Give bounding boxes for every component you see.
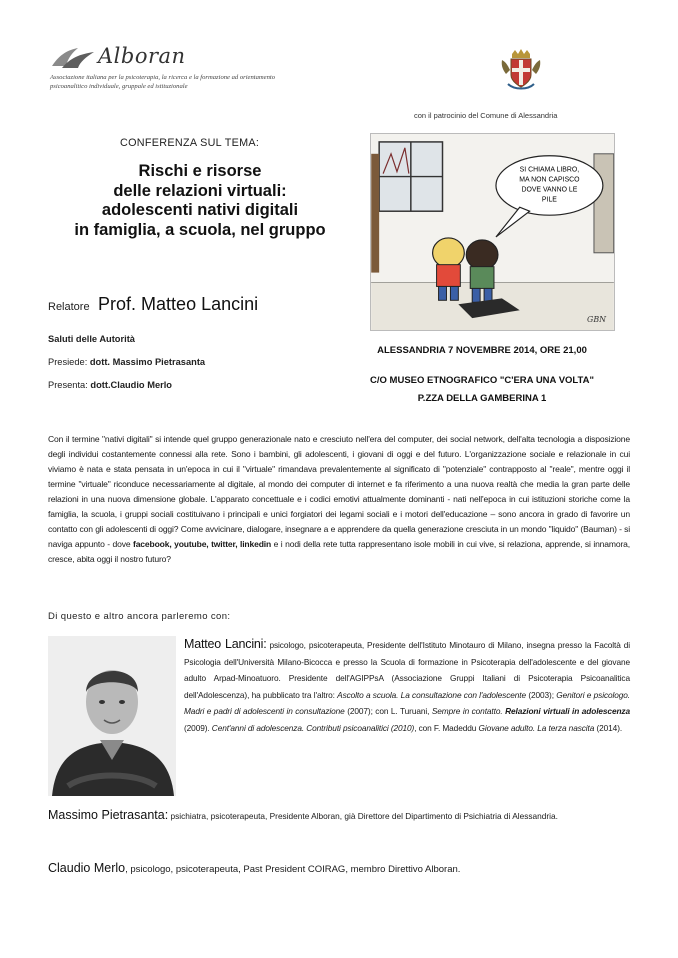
bio-text: (2007); con L. Turuani, (344, 706, 432, 716)
section-lead: Di questo e altro ancora parleremo con: (48, 611, 231, 622)
bio-text: , con F. Madeddu (414, 722, 479, 733)
alboran-logo-icon (48, 44, 98, 72)
bio-text: (2014). (594, 722, 623, 733)
bio-text: psichiatra, psicoterapeuta, Presidente Alboran, già Direttore del Dipartimento di Psichiatria di Alessandria. (168, 811, 558, 821)
bio-text: (2009). (184, 722, 212, 733)
bio-pietrasanta (48, 806, 630, 826)
bio-title: Sempre in contatto. (431, 706, 503, 716)
bio-title: Ascolto a scuola. La consultazione con l'adolescente (337, 689, 527, 700)
coat-of-arms-icon (498, 48, 544, 92)
bio-text: (2003); (526, 689, 557, 700)
logo-tagline: Associazione italiana per la psicoterapia, la ricerca e la formazione ad orientamento psicoanalitico individuale, gruppale ed istituzionale (50, 74, 276, 90)
chair-line (48, 357, 205, 367)
event-title (40, 162, 360, 240)
title-line: adolescenti nativi digitali (101, 201, 299, 219)
title-line: delle relazioni virtuali: (113, 181, 287, 200)
presenter-name: dott.Claudio Merlo (90, 380, 172, 390)
bio-name: Claudio Merlo (48, 861, 126, 875)
event-date: ALESSANDRIA 7 NOVEMBRE 2014, ORE 21,00 (377, 345, 587, 356)
bio-text: psicologo, psicoterapeuta, Presidente dell'Istituto Minotauro di Milano, insegna presso la Facoltà di Psicologia dell'Università Milano-Bicocca e presso la Scuola di formazione in Psicoterapia dell'adolescente e del giovane adulto Arpad-Minoatuoro. Presidente dell'AGIPPsA (Associazione Gruppi Italiani di Psicoterapia Psicoanalitica dell'Adolescenza), ha pubblicato tra l'altro: (184, 640, 630, 700)
intro-text: e i nodi della rete tutta rappresentano isole mobili in cui vive, si relaziona, apprende, si innamora, cresce, abita oggi il nostro futuro? (48, 539, 630, 565)
speaker-line (48, 294, 258, 315)
bio-title: Cent'anni di adolescenza. Contributi psicoanalitici (2010) (211, 722, 415, 733)
title-line: in famiglia, a scuola, nel gruppo (74, 220, 326, 239)
speech-line: MA NON CAPISCO (519, 176, 580, 184)
conference-label: CONFERENZA SUL TEMA: (120, 137, 260, 149)
presenter-line (48, 380, 172, 390)
bio-name: Matteo Lancini: (184, 637, 267, 651)
speech-line: SI CHIAMA LIBRO, (519, 166, 580, 174)
chair-label: Presiede: (48, 357, 88, 367)
event-venue: C/O MUSEO ETNOGRAFICO "C'ERA UNA VOLTA" (370, 375, 594, 386)
bio-title: Relazioni virtuali in adolescenza (505, 706, 630, 716)
speech-line: PILE (541, 196, 557, 204)
presenter-label: Presenta: (48, 380, 88, 390)
bio-title: Genitori e psicologo. Madri e padri di adolescenti in consultazione (184, 689, 630, 716)
greetings: Saluti delle Autorità (48, 334, 135, 344)
intro-text: Con il termine "nativi digitali" si intende quel gruppo generazionale nato e cresciuto nell'era del computer, dei social network, dell'alta tecnologia a disposizione degli individui costantemente connessi alla rete. Sono i bambini, gli adolescenti, i giovani di oggi e del futuro. L'organizzazione sociale e relazionale in cui viviamo è nata e stata pensata in un'epoca in cui il "virtuale" rimandava prevalentemente al significato di "potenziale" contrapposto al "reale", mentre oggi il termine "virtuale" riconduce necessariamente al digitale, al mondo dei computer di internet e fa riferimento a una nuova realtà che media la gran parte delle relazioni in una nuova dimensione globale. L'apparato concettuale e i codici emotivi attualmente dominanti - nati nell'epoca in cui istituzioni storiche come la famiglia, la scuola, i gruppi sociali costituivano i principali e unici forgiatori dei legami sociali e i motori dell'educazione – sono ancora in grado di favorire un contatto con gli adolescenti di oggi? Come avvicinare, dialogare, insegnare a e apprendere da quella generazione cresciuta in un mondo "liquido" (Bauman) - si naviga appunto - dove (48, 434, 630, 550)
speaker-label: Relatore (48, 301, 90, 313)
event-address: P.ZZA DELLA GAMBERINA 1 (417, 393, 547, 404)
speaker-name: Prof. Matteo Lancini (98, 294, 259, 314)
speech-line: DOVE VANNO LE (521, 186, 578, 194)
speaker-photo (48, 636, 176, 796)
title-line: Rischi e risorse (138, 162, 262, 180)
intro-paragraph (48, 432, 630, 567)
bio-name: Massimo Pietrasanta: (48, 808, 169, 822)
patronage-text: con il patrocinio del Comune di Alessandria (414, 111, 558, 120)
cartoon-signature: GBN (587, 315, 607, 325)
cartoon-illustration (370, 133, 615, 331)
logo-name: Alboran (98, 44, 186, 68)
bio-merlo (48, 861, 638, 875)
bio-lancini (184, 636, 630, 736)
chair-name: dott. Massimo Pietrasanta (89, 357, 206, 367)
social-networks: facebook, youtube, twitter, linkedin (133, 539, 272, 550)
bio-title: Giovane adulto. La terza nascita (478, 722, 595, 733)
bio-text: , psicologo, psicoterapeuta, Past President COIRAG, membro Direttivo Alboran. (125, 864, 461, 875)
